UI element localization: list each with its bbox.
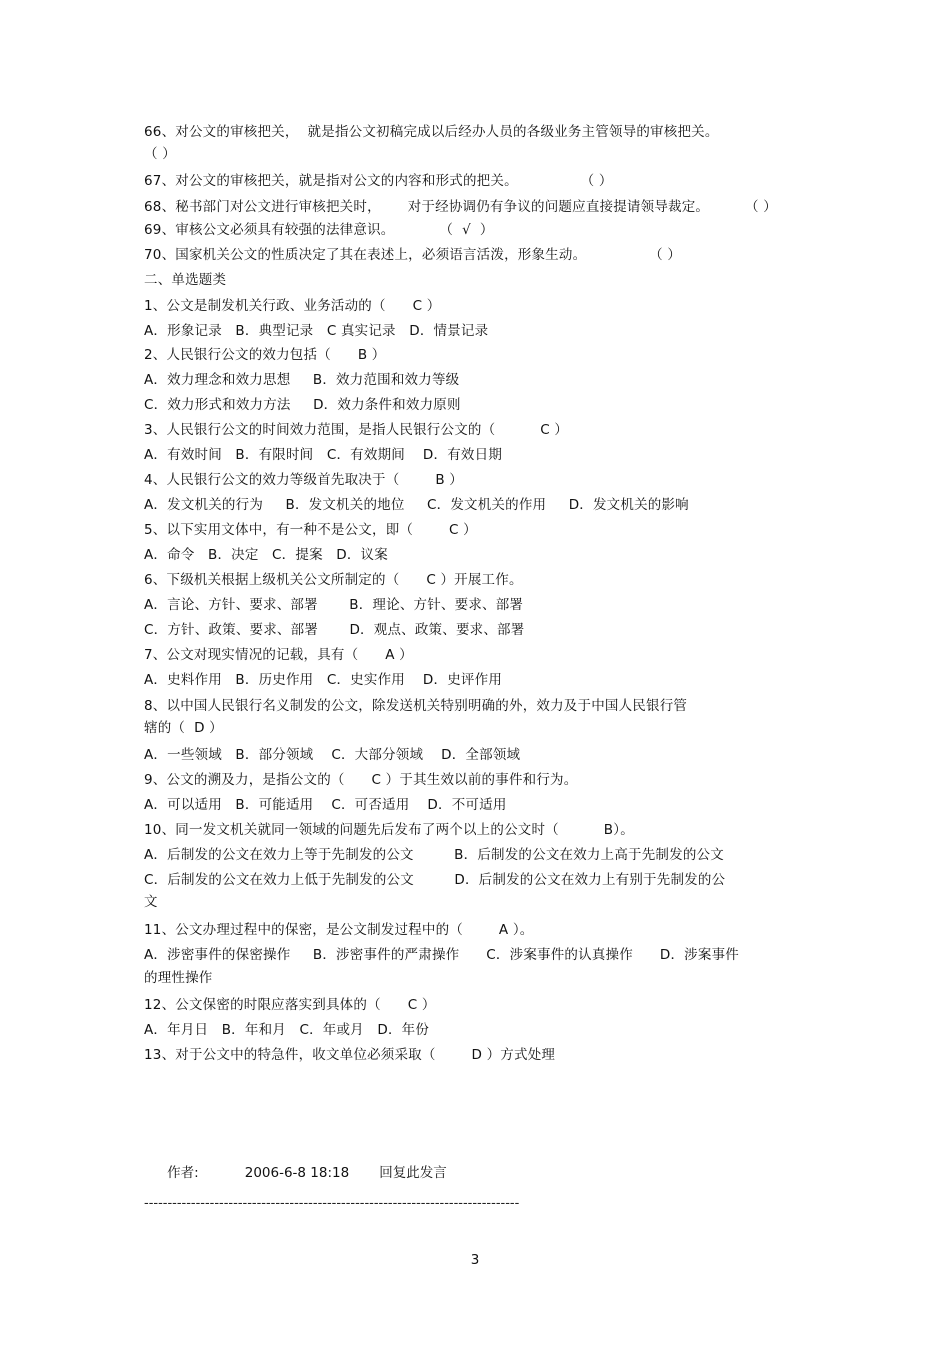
text-line: 12、公文保密的时限应落实到具体的（ C ） (144, 997, 436, 1013)
text-line: 文 (144, 894, 158, 910)
separator-rule: -------------------------------------------------------------------------------- (144, 1196, 520, 1211)
post-datetime: 2006-6-8 18:18 (244, 1165, 350, 1181)
text-line: A．形象记录 B．典型记录 C 真实记录 D．情景记录 (144, 323, 489, 339)
text-line: 68、秘书部门对公文进行审核把关时， 对于经协调仍有争议的问题应直接提请领导裁定。 （ ） (144, 199, 777, 215)
text-line: A．发文机关的行为 B．发文机关的地位 C．发文机关的作用 D．发文机关的影响 (144, 497, 689, 513)
text-line: 7、公文对现实情况的记载，具有（ A ） (144, 647, 413, 663)
author-label: 作者: (167, 1165, 199, 1181)
text-line: 11、公文办理过程中的保密，是公文制发过程中的（ A ）。 (144, 922, 534, 938)
text-line: A．涉密事件的保密操作 B．涉密事件的严肃操作 C．涉案事件的认真操作 D．涉案事件 (144, 947, 739, 963)
text-line: 10、同一发文机关就同一领域的问题先后发布了两个以上的公文时（ B）。 (144, 822, 634, 838)
text-line: A．年月日 B．年和月 C．年或月 D．年份 (144, 1022, 430, 1038)
text-line: A．命令 B．决定 C．提案 D．议案 (144, 547, 388, 563)
text-line: A．史料作用 B．历史作用 C．史实作用 D．史评作用 (144, 672, 503, 688)
text-line: 二、单选题类 (144, 272, 227, 288)
text-line: C．方针、政策、要求、部署 D．观点、政策、要求、部署 (144, 622, 525, 638)
text-line: 66、对公文的审核把关， 就是指公文初稿完成以后经办人员的各级业务主管领导的审核把关。 (144, 124, 719, 140)
text-line: 2、人民银行公文的效力包括（ B ） (144, 347, 386, 363)
text-line: A．后制发的公文在效力上等于先制发的公文 B．后制发的公文在效力上高于先制发的公文 (144, 847, 724, 863)
text-line: C．后制发的公文在效力上低于先制发的公文 D．后制发的公文在效力上有别于先制发的公 (144, 872, 726, 888)
text-line: C．效力形式和效力方法 D．效力条件和效力原则 (144, 397, 461, 413)
text-line: 5、以下实用文体中，有一种不是公文，即（ C ） (144, 522, 477, 538)
page-number: 3 (470, 1252, 480, 1268)
text-line: 70、国家机关公文的性质决定了其在表述上，必须语言活泼，形象生动。 （ ） (144, 247, 682, 263)
text-line: 的理性操作 (144, 970, 213, 986)
text-line: （ ） (144, 146, 176, 162)
text-line: 辖的（ D ） (144, 720, 223, 736)
post-signature (150, 1145, 447, 1197)
text-line: 1、公文是制发机关行政、业务活动的（ C ） (144, 298, 441, 314)
text-line: 3、人民银行公文的时间效力范围，是指人民银行公文的（ C ） (144, 422, 569, 438)
text-line: 9、公文的溯及力，是指公文的（ C ）于其生效以前的事件和行为。 (144, 772, 578, 788)
reply-link[interactable]: 回复此发言 (379, 1165, 447, 1181)
text-line: A．一些领域 B．部分领域 C．大部分领域 D．全部领域 (144, 747, 521, 763)
text-line: A．效力理念和效力思想 B．效力范围和效力等级 (144, 372, 460, 388)
text-line: 6、下级机关根据上级机关公文所制定的（ C ）开展工作。 (144, 572, 523, 588)
text-line: 13、对于公文中的特急件，收文单位必须采取（ D ）方式处理 (144, 1047, 556, 1063)
text-line: 8、以中国人民银行名义制发的公文，除发送机关特别明确的外，效力及于中国人民银行管 (144, 698, 688, 714)
text-line: A．有效时间 B．有限时间 C．有效期间 D．有效日期 (144, 447, 503, 463)
text-line: 67、对公文的审核把关，就是指对公文的内容和形式的把关。 （ ） (144, 173, 613, 189)
text-line: 69、审核公文必须具有较强的法律意识。 （ √ ） (144, 222, 494, 238)
text-line: A．言论、方针、要求、部署 B．理论、方针、要求、部署 (144, 597, 524, 613)
text-line: 4、人民银行公文的效力等级首先取决于（ B ） (144, 472, 463, 488)
text-line: A．可以适用 B．可能适用 C．可否适用 D．不可适用 (144, 797, 507, 813)
